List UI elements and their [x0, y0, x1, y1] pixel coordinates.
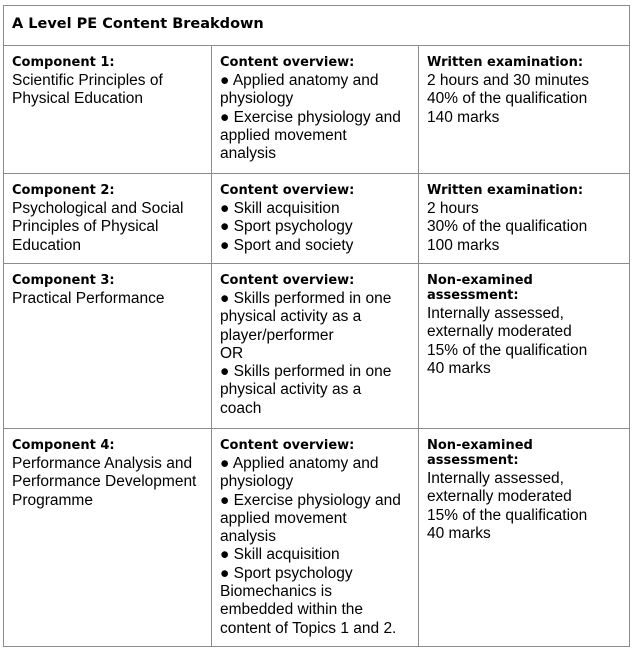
assessment-cell — [419, 174, 630, 264]
content-line: ● Sport and society — [220, 236, 354, 254]
content-line: player/performer — [220, 326, 334, 344]
content-line: physical activity as a — [220, 381, 362, 399]
content-line: physiology — [220, 473, 294, 491]
component-heading: Component 4: — [12, 438, 115, 453]
content-heading: Content overview: — [220, 55, 355, 70]
assessment-line: externally moderated — [427, 323, 572, 341]
assessment-line: 2 hours and 30 minutes — [427, 72, 589, 89]
table-title: A Level PE Content Breakdown — [4, 6, 630, 46]
assessment-line: 40% of the qualification — [427, 90, 588, 108]
component-cell — [4, 264, 212, 429]
assessment-cell — [419, 429, 630, 647]
content-line: ● Sport psychology — [220, 218, 353, 236]
content-line: physical activity as a — [220, 308, 362, 326]
content-line: Biomechanics is — [220, 583, 332, 601]
content-line: ● Skill acquisition — [220, 200, 340, 217]
content-line: content of Topics 1 and 2. — [220, 619, 397, 637]
content-line: coach — [220, 399, 262, 417]
assessment-line: 100 marks — [427, 236, 500, 254]
component-line: Practical Performance — [12, 290, 165, 307]
content-line: ● Applied anatomy and — [220, 72, 379, 89]
component-cell — [4, 46, 212, 174]
assessment-line: Internally assessed, — [427, 470, 564, 487]
content-breakdown-table — [3, 5, 630, 647]
content-line: embedded within the — [220, 601, 364, 619]
content-line: ● Applied anatomy and — [220, 455, 379, 472]
component-heading: Component 3: — [12, 273, 115, 288]
assessment-heading: Written examination: — [427, 183, 584, 198]
component-row-2 — [4, 174, 630, 264]
component-cell — [4, 174, 212, 264]
assessment-line: 30% of the qualification — [427, 218, 588, 236]
assessment-line: 140 marks — [427, 108, 500, 126]
content-cell — [212, 429, 419, 647]
content-line: applied movement — [220, 126, 347, 144]
component-heading: Component 2: — [12, 183, 115, 198]
component-line: Education — [12, 236, 81, 254]
assessment-line: externally moderated — [427, 488, 572, 506]
component-heading: Component 1: — [12, 55, 115, 70]
component-line: Scientific Principles of — [12, 72, 163, 89]
content-line: applied movement — [220, 509, 347, 527]
content-heading: Content overview: — [220, 273, 355, 288]
component-line: Performance Analysis and — [12, 455, 193, 472]
component-line: Principles of Physical — [12, 218, 159, 236]
assessment-line: 40 marks — [427, 359, 491, 377]
assessment-cell — [419, 264, 630, 429]
content-line: ● Exercise physiology and — [220, 108, 401, 126]
component-line: Physical Education — [12, 90, 143, 108]
assessment-line: 15% of the qualification — [427, 341, 588, 359]
assessment-heading: Written examination: — [427, 55, 584, 70]
component-row-1 — [4, 46, 630, 174]
component-line: Programme — [12, 491, 93, 509]
title-row — [4, 6, 630, 46]
content-cell — [212, 264, 419, 429]
content-line: ● Exercise physiology and — [220, 491, 401, 509]
content-heading: Content overview: — [220, 183, 355, 198]
assessment-line: Internally assessed, — [427, 305, 564, 322]
assessment-line: 15% of the qualification — [427, 506, 588, 524]
content-line: ● Skill acquisition — [220, 546, 340, 564]
content-line: ● Skills performed in one — [220, 363, 392, 381]
content-line: physiology — [220, 90, 294, 108]
component-line: Psychological and Social — [12, 200, 184, 217]
assessment-heading: Non-examined assessment: — [427, 438, 533, 468]
content-cell — [212, 46, 419, 174]
content-heading: Content overview: — [220, 438, 355, 453]
component-line: Performance Development — [12, 473, 197, 491]
assessment-line: 40 marks — [427, 524, 491, 542]
content-line: ● Skills performed in one — [220, 290, 392, 307]
component-cell — [4, 429, 212, 647]
content-line: analysis — [220, 145, 276, 163]
component-row-4 — [4, 429, 630, 647]
content-line: ● Sport psychology — [220, 564, 353, 582]
content-line: OR — [220, 344, 244, 362]
assessment-line: 2 hours — [427, 200, 479, 217]
component-row-3 — [4, 264, 630, 429]
assessment-heading: Non-examined assessment: — [427, 273, 533, 303]
assessment-cell — [419, 46, 630, 174]
content-cell — [212, 174, 419, 264]
content-line: analysis — [220, 528, 276, 546]
